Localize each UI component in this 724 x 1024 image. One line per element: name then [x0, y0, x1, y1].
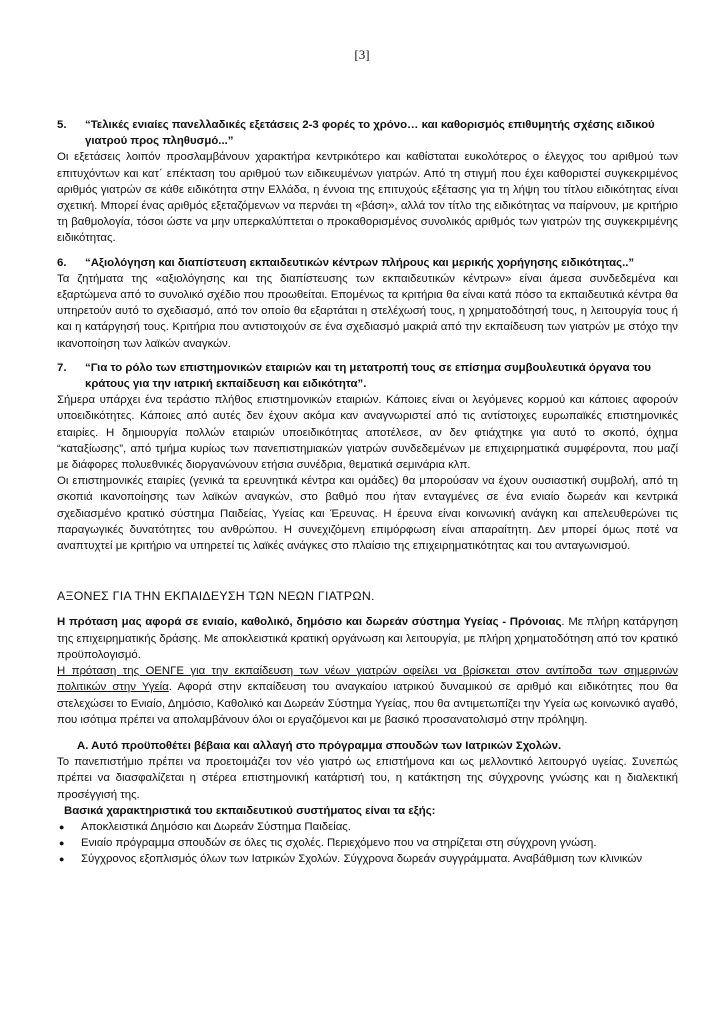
- section-title: “Για το ρόλο των επιστημονικών εταιριών και τη μετατροπή τους σε επίσημα συμβουλευτικά όργανα του κράτους για την ιατρική εκπαίδευση και ειδικότητα”.: [85, 361, 652, 391]
- section-7-paragraph-1: Σήμερα υπάρχει ένα τεράστιο πλήθος επιστημονικών εταιριών. Κάποιες είναι οι λεγόμενες κορμού και κάποιες αφορούν υποειδικότητες. Κάποιες από αυτές δεν έχουν ακόμα καν αναγνωριστεί από τις αντίστοιχες ευρωπαϊκές επιστημονικές εταιρίες. Η δημιουργία πολλών εταιριών υποειδικότητας αποτέλεσε, αν δεν φτιάχτηκε για αυτό το σκοπό, όχημα “καταξίωσης”, από τμήμα κυρίως των πανεπιστημιακών γιατρών συνδεδεμένων με επιχειρηματικά συμφέροντα, που μαζί με διάφορες πολυεθνικές διοργανώνουν ετήσια συνέδρια, θεματικά σεμινάρια κλπ.: [57, 394, 678, 472]
- list-item-text: Σύγχρονος εξοπλισμός όλων των Ιατρικών Σχολών. Σύγχρονα δωρεάν συγγράμματα. Αναβάθμιση των κλινικών: [81, 853, 643, 866]
- axes-title: ΑΞΟΝΕΣ ΓΙΑ ΤΗΝ ΕΚΠΑΙΔΕΥΣΗ ΤΩΝ ΝΕΩΝ ΓΙΑΤΡΩΝ.: [57, 589, 375, 604]
- section-7-heading: [57, 360, 678, 392]
- section-6-paragraph: Τα ζητήματα της «αξιολόγησης και της διαπίστευσης των εκπαιδευτικών κέντρων» είναι άμεσα συνδεδεμένα και εξαρτώμενα από το συνολικό σχέδιο που προωθείται. Επομένως τα κριτήρια θα είναι κατά πόσο τα εκπαιδευτικά κέντρα θα υπηρετούν αυτό το σχεδιασμό, από τον οποίο θα εξαρτάται η στελέχωσή τους, η χρηματοδότησή τους, η λειτουργία τους ή και η κατάργησή τους. Κριτήρια που αντιστοιχούν σε ένα σχεδιασμό μακριά από την εκπαίδευση των γιατρών με στόχο την ικανοποίηση των λαϊκών αναγκών.: [57, 272, 678, 350]
- bullet-icon: ●: [59, 821, 65, 832]
- page-number: [3]: [354, 47, 370, 62]
- bullet-icon: ●: [59, 838, 65, 849]
- proposal-bold-text: Η πρόταση μας αφορά σε ενιαίο, καθολικό, δημόσιο και δωρεάν σύστημα Υγείας - Πρόνοιας: [57, 616, 562, 629]
- list-item-text: Ενιαίο πρόγραμμα σπουδών σε όλες τις σχολές. Περιεχόμενο που να στηρίζεται στη σύγχρονη γνώση.: [81, 837, 597, 850]
- section-5-paragraph: Οι εξετάσεις λοιπόν προσλαμβάνουν χαρακτήρα κεντρικότερο και καθίσταται ευκολότερος ο έλεγχος του αριθμού των επιτυχόντων και κατ΄ επέκταση του αριθμού των ειδικευμένων γιατρών. Από τη στιγμή που έχει καθοριστεί συγκεκριμένος αριθμός γιατρών σε κάθε ειδικότητα στην Ελλάδα, η έννοια της επιτυχούς εξέτασης για τη λήψη του τίτλου ειδικότητας είναι σχετική. Μπορεί ένας αριθμός εξεταζόμενων να περνάει τη «βάση», αλλά τον τίτλο της ειδικότητας να παίρνουν, με κριτήριο τη βαθμολογία, τόσοι ώστε να μην υπερκαλύπτεται ο προκαθορισμένος συνολικός αριθμός των γιατρών της συγκεκριμένης ειδικότητας.: [57, 151, 678, 245]
- section-number: 7.: [57, 361, 67, 374]
- list-item: [57, 819, 678, 835]
- section-title: “Τελικές ενιαίες πανελλαδικές εξετάσεις 2-3 φορές το χρόνο… και καθορισμός επιθυμητής σχέσης ειδικού γιατρού προς πληθυσμό...”: [85, 119, 655, 148]
- bullet-icon: ●: [59, 854, 65, 865]
- proposal-paragraph: [57, 614, 678, 663]
- list-item: [57, 851, 678, 867]
- subsection-a-paragraph: Το πανεπιστήμιο πρέπει να προετοιμάζει τον νέο γιατρό ως επιστήμονα και ως μελλοντικό λειτουργό υγείας. Συνεπώς πρέπει να διασφαλίζεται η στέρεα επιστημονική κατάρτισή του, η κατάκτηση της σύγχρονης γνώσης και η διαλεκτική προσέγγισή της.: [57, 756, 678, 801]
- subsection-a-heading: Α. Αυτό προϋποθέτει βέβαια και αλλαγή στο πρόγραμμα σπουδών των Ιατρικών Σχολών.: [77, 739, 562, 752]
- list-item: [57, 835, 678, 851]
- document-body: [57, 117, 678, 868]
- section-7-paragraph-2: Οι επιστημονικές εταιρίες (γενικά τα ερευνητικά κέντρα και ομάδες) θα μπορούσαν να έχουν ουσιαστική συμβολή, από τη σκοπιά ικανοποίησης των λαϊκών αναγκών, στο βαθμό που ήταν ενταγμένες σε ένα ενιαίο δωρεάν και κεντρικά σχεδιασμένο κρατικό σύστημα Παιδείας, Υγείας και Έρευνας. Η έρευνα είναι κοινωνική ανάγκη και απελευθερώνει τις παραγωγικές δυνατότητες του ανθρώπου. Η συνεχιζόμενη επιμόρφωση είναι απαραίτητη. Δεν μπορεί όμως ποτέ να αναπτυχτεί με κριτήριο να υπηρετεί τις λαϊκές ανάγκες στο πλαίσιο της επιχειρηματικότητας και του ανταγωνισμού.: [57, 475, 678, 553]
- oenge-text: . Αφορά στην εκπαίδευση του αναγκαίου ιατρικού δυναμικού σε αριθμό και ειδικότητες που θα στελεχώσει το Ενιαίο, Δημόσιο, Καθολικό και Δωρεάν Σύστημα Υγείας, που θα αντιμετωπίζει την Υγεία ως κοινωνικό αγαθό, που ισότιμα πρέπει να απολαμβάνουν όλοι οι εργαζόμενοι και με βασικό προσανατολισμό στην πρόληψη.: [57, 681, 678, 726]
- features-heading: Βασικά χαρακτηριστικά του εκπαιδευτικού συστήματος είναι τα εξής:: [64, 804, 436, 817]
- section-number: 6.: [57, 256, 67, 269]
- proposal-text: . Με πλήρη κατάργηση της επιχειρηματικής δράσης. Με αποκλειστικά κρατική οργάνωση και λειτουργία, με πλήρη χρηματοδότηση από τον κρατικό προϋπολογισμό.: [57, 616, 679, 661]
- section-6-heading: [57, 255, 678, 271]
- section-number: 5.: [57, 119, 67, 131]
- section-title: “Αξιολόγηση και διαπίστευση εκπαιδευτικών κέντρων πλήρους και μερικής χορήγησης ειδικότητας..”: [85, 256, 635, 269]
- list-item-text: Αποκλειστικά Δημόσιο και Δωρεάν Σύστημα Παιδείας.: [81, 820, 351, 833]
- features-list: [57, 819, 678, 868]
- section-5-heading: [57, 117, 678, 149]
- oenge-underlined-text: Η πρόταση της ΟΕΝΓΕ για την εκπαίδευση των νέων γιατρών οφείλει να βρίσκεται στον αντίποδα των σημερινών πολιτικών στην Υγεία: [57, 665, 678, 694]
- oenge-paragraph: [57, 663, 678, 728]
